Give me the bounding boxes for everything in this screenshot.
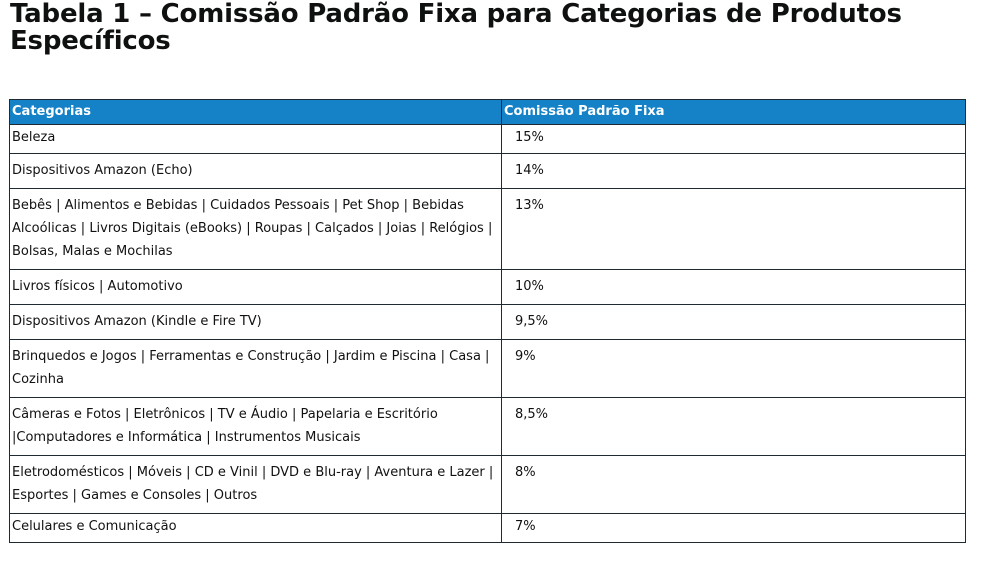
table-row: [10, 189, 966, 270]
commission-cell: 9%: [502, 340, 966, 398]
header-commission: Comissão Padrão Fixa: [502, 100, 966, 125]
commission-cell: 9,5%: [502, 305, 966, 340]
commission-cell: 8%: [502, 456, 966, 514]
commission-cell: 8,5%: [502, 398, 966, 456]
table-row: [10, 305, 966, 340]
table-row: [10, 270, 966, 305]
category-cell: Celulares e Comunicação: [10, 514, 502, 543]
commission-cell: 7%: [502, 514, 966, 543]
commission-cell: 10%: [502, 270, 966, 305]
table-row: [10, 514, 966, 543]
category-cell: Câmeras e Fotos | Eletrônicos | TV e Áudio | Papelaria e Escritório |Computadores e Informática | Instrumentos Musicais: [10, 398, 502, 456]
table-row: [10, 154, 966, 189]
table-row: [10, 456, 966, 514]
commission-cell: 13%: [502, 189, 966, 270]
table-row: [10, 398, 966, 456]
category-cell: Dispositivos Amazon (Kindle e Fire TV): [10, 305, 502, 340]
table-row: [10, 340, 966, 398]
category-cell: Brinquedos e Jogos | Ferramentas e Construção | Jardim e Piscina | Casa | Cozinha: [10, 340, 502, 398]
commission-cell: 14%: [502, 154, 966, 189]
table-row: [10, 125, 966, 154]
category-cell: Bebês | Alimentos e Bebidas | Cuidados Pessoais | Pet Shop | Bebidas Alcoólicas | Livros Digitais (eBooks) | Roupas | Calçados | Joias | Relógios | Bolsas, Malas e Mochilas: [10, 189, 502, 270]
category-cell: Beleza: [10, 125, 502, 154]
commission-table: [9, 99, 966, 543]
commission-table-container: [9, 99, 965, 543]
table-header-row: [10, 100, 966, 125]
page-title: Tabela 1 – Comissão Padrão Fixa para Categorias de Produtos Específicos: [10, 0, 902, 56]
category-cell: Eletrodomésticos | Móveis | CD e Vinil | DVD e Blu-ray | Aventura e Lazer | Esportes | Games e Consoles | Outros: [10, 456, 502, 514]
header-categories: Categorias: [10, 100, 502, 125]
category-cell: Livros físicos | Automotivo: [10, 270, 502, 305]
category-cell: Dispositivos Amazon (Echo): [10, 154, 502, 189]
commission-cell: 15%: [502, 125, 966, 154]
